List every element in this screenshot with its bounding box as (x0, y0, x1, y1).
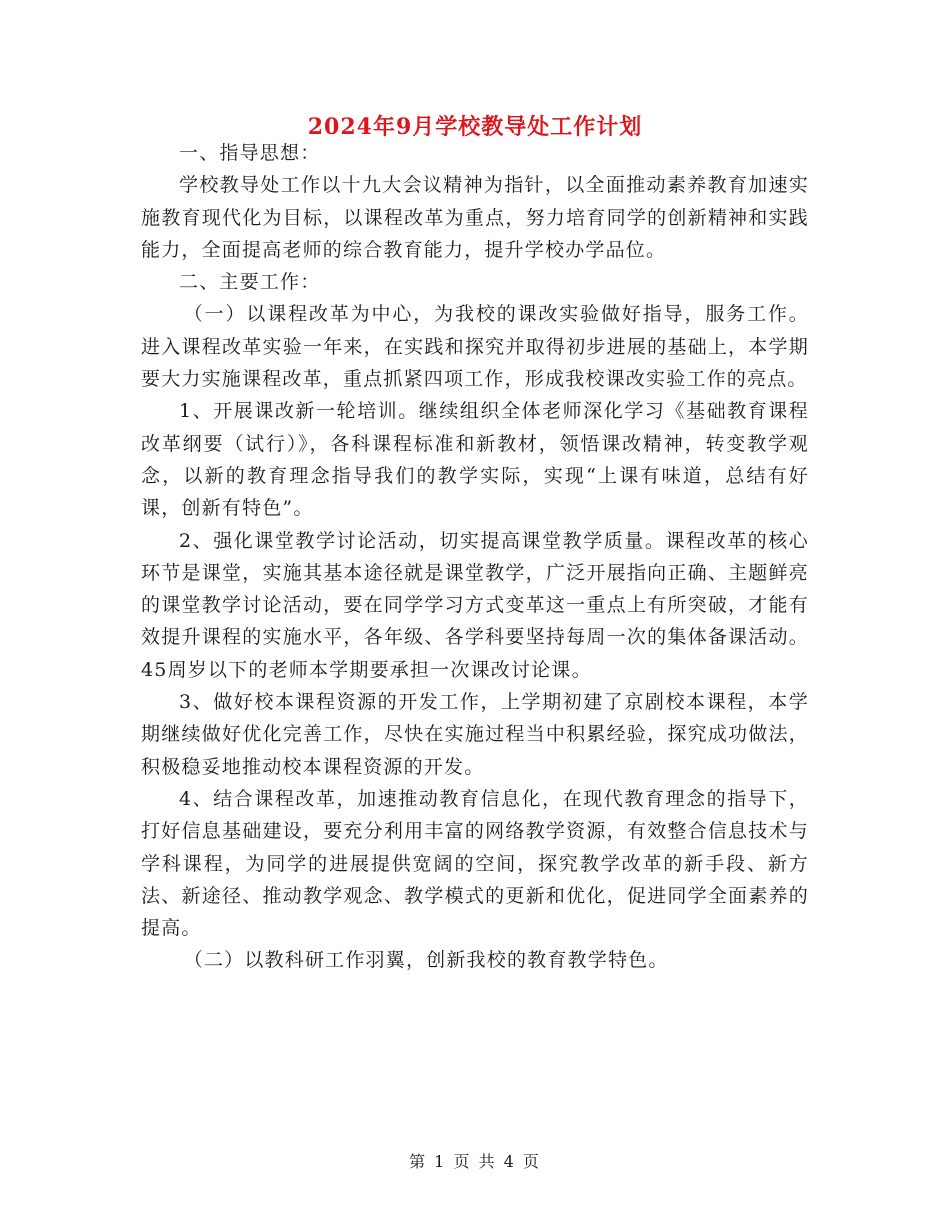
paragraph-research-heading: （二）以教科研工作羽翼，创新我校的教育教学特色。 (183, 949, 669, 972)
paragraph-guiding-ideology: 学校教导处工作以十九大会议精神为指针，以全面推动素养教育加速实施教育现代化为目标，以课程改革为重点，努力培育同学的创新精神和实践能力，全面提高老师的综合教育能力，提升学校办学品位。 (141, 174, 809, 261)
paragraph-item-4-informatization: 4、结合课程改革，加速推动教育信息化，在现代教育理念的指导下，打好信息基础建设，要充分利用丰富的网络教学资源，有效整合信息技术与学科课程，为同学的进展提供宽阔的空间，探究教学改革的新手段、新方法、新途径、推动教学观念、教学模式的更新和优化，促进同学全面素养的提高。 (141, 787, 809, 940)
page-footer: 第 1 页 共 4 页 (409, 1152, 541, 1171)
paragraph-item-1-training: 1、开展课改新一轮培训。继续组织全体老师深化学习《基础教育课程改革纲要（试行）》，各科课程标准和新教材，领悟课改精神，转变教学观念，以新的教育理念指导我们的教学实际，实现“上课有味道，总结有好课，创新有特色”。 (141, 400, 809, 520)
section-heading-main-work: 二、主要工作： (179, 271, 321, 294)
paragraph-curriculum-reform: （一）以课程改革为中心，为我校的课改实验做好指导，服务工作。进入课程改革实验一年来，在实践和探究并取得初步进展的基础上，本学期要大力实施课程改革，重点抓紧四项工作，形成我校课改实验工作的亮点。 (141, 303, 809, 391)
section-heading-guiding-ideology: 一、指导思想： (179, 142, 321, 164)
paragraph-item-2-classroom: 2、强化课堂教学讨论活动，切实提高课堂教学质量。课程改革的核心环节是课堂，实施其基本途径就是课堂教学，广泛开展指向正确、主题鲜亮的课堂教学讨论活动，要在同学学习方式变革这一重点上有所突破，才能有效提升课程的实施水平，各年级、各学科要坚持每周一次的集体备课活动。45周岁以下的老师本学期要承担一次课改讨论课。 (141, 529, 809, 681)
document-title: 2024年9月学校教导处工作计划 (307, 114, 643, 140)
paragraph-item-3-school-curriculum: 3、做好校本课程资源的开发工作，上学期初建了京剧校本课程，本学期继续做好优化完善工作，尽快在实施过程当中积累经验，探究成功做法，积极稳妥地推动校本课程资源的开发。 (141, 691, 809, 778)
document-body (141, 137, 809, 977)
